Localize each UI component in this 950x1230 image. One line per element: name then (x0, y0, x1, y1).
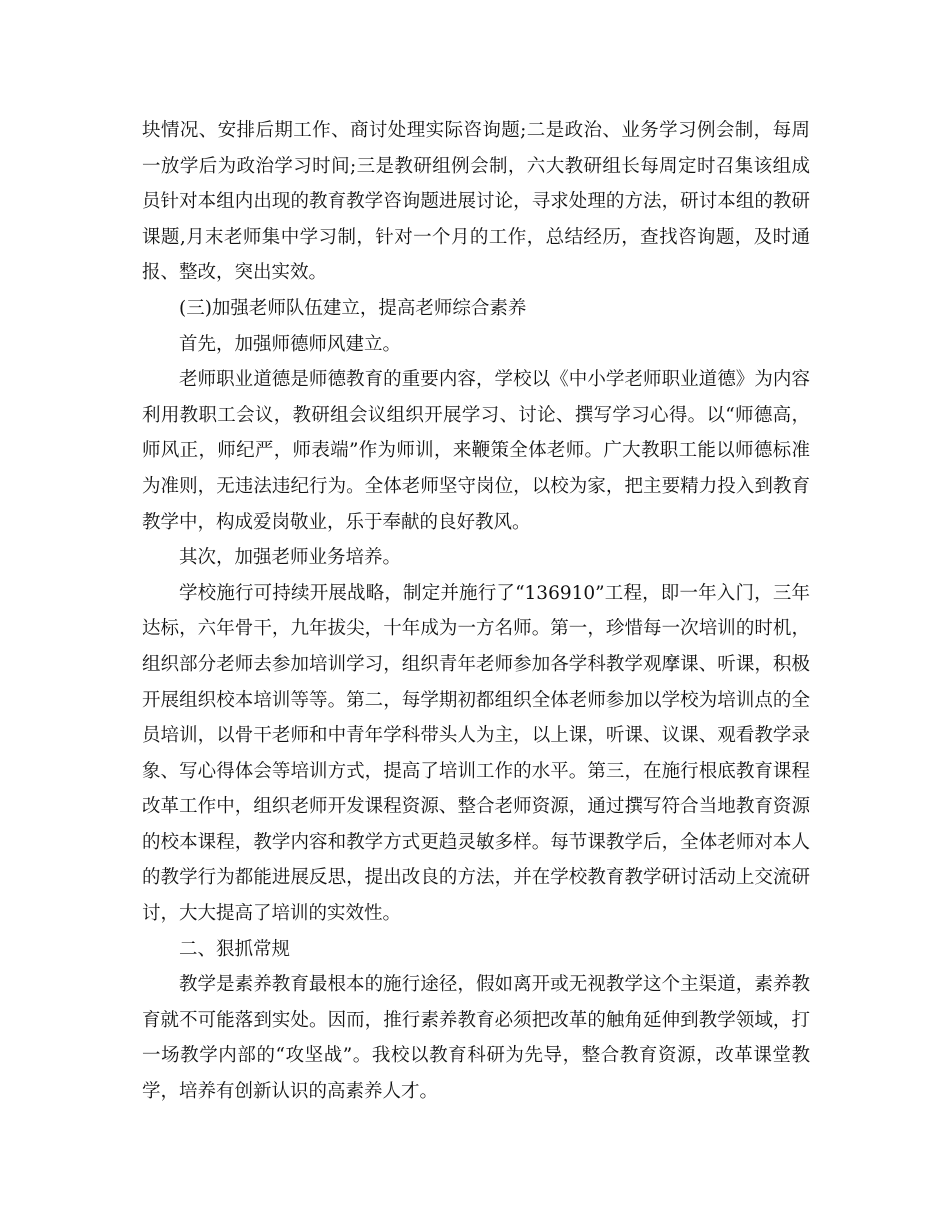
heading-routine-management: 二、狠抓常规 (179, 938, 291, 960)
paragraph-training-program: 学校施行可持续开展战略，制定并施行了“136910”工程，即一年入门，三年达标，六年骨干，九年拔尖，十年成为一方名师。第一，珍惜每一次培训的时机，组织部分老师去参加培训学习，组织青年老师参加各学科教学观摩课、听课，积极开展组织校本培训等等。第二，每学期初都组织全体老师参加以学校为培训点的全员培训，以骨干老师和中青年学科带头人为主，以上课，听课、议课、观看教学录象、写心得体会等培训方式，提高了培训工作的水平。第三，在施行根底教育课程改革工作中，组织老师开发课程资源、整合老师资源，通过撰写符合当地教育资源的校本课程，教学内容和教学方式更趋灵敏多样。每节课教学后，全体老师对本人的教学行为都能进展反思，提出改良的方法，并在学校教育教学研讨活动上交流研讨，大大提高了培训的实效性。 (142, 582, 810, 925)
paragraph-teaching-reform: 教学是素养教育最根本的施行途径，假如离开或无视教学这个主渠道，素养教育就不可能落到实处。因而，推行素养教育必须把改革的触角延伸到教学领域，打一场教学内部的“攻坚战”。我校以教育科研为先导，整合教育资源，改革课堂教学，培养有创新认识的高素养人才。 (142, 974, 810, 1103)
heading-teacher-team-building: (三)加强老师队伍建立，提高老师综合素养 (179, 297, 527, 319)
paragraph-meeting-system: 块情况、安排后期工作、商讨处理实际咨询题;二是政治、业务学习例会制，每周一放学后为政治学习时间;三是教研组例会制，六大教研组长每周定时召集该组成员针对本组内出现的教育教学咨询题进展讨论，寻求处理的方法，研讨本组的教研课题,月末老师集中学习制，针对一个月的工作，总结经历，查找咨询题，及时通报、整改，突出实效。 (142, 120, 810, 284)
subheading-ethics: 首先，加强师德师风建立。 (179, 333, 402, 355)
subheading-professional-training: 其次，加强老师业务培养。 (179, 547, 402, 569)
paragraph-professional-ethics: 老师职业道德是师德教育的重要内容，学校以《中小学老师职业道德》为内容利用教职工会议，教研组会议组织开展学习、讨论、撰写学习心得。以“师德高，师风正，师纪严，师表端”作为师训，来鞭策全体老师。广大教职工能以师德标准为准则，无违法违纪行为。全体老师坚守岗位，以校为家，把主要精力投入到教育教学中，构成爱岗敬业，乐于奉献的良好教风。 (142, 369, 810, 533)
document-page (142, 113, 810, 1110)
